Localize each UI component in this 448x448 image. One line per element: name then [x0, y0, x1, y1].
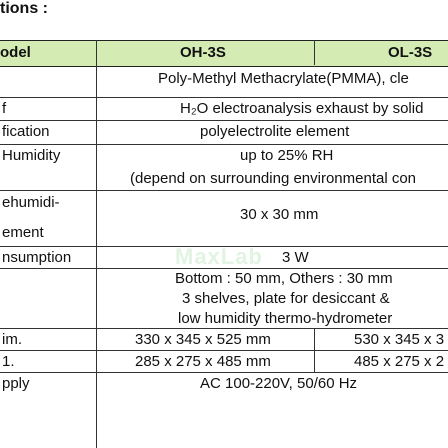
spec-label-line2: ement	[2, 224, 44, 241]
spec-value: 30 x 30 mm	[240, 206, 319, 223]
spec-label: pply	[2, 375, 30, 392]
row-line	[0, 372, 448, 373]
spec-label: 1.	[2, 353, 15, 370]
row-line	[0, 120, 448, 121]
watermark-text: MaxLab	[175, 244, 263, 269]
header-col-oh3s: OH-3S	[180, 44, 226, 61]
spec-value-line2: low humidity thermo-hydrometer	[178, 310, 393, 327]
spec-value: up to 25% RH	[240, 147, 334, 164]
spec-value-oh3s: 285 x 275 x 485 mm	[135, 353, 271, 370]
header-divider	[314, 40, 315, 65]
spec-value-ol3s: 485 x 275 x 2	[354, 353, 445, 370]
header-model-label: odel	[0, 44, 31, 61]
spec-label: f	[2, 100, 7, 117]
spec-value-ol3s: 530 x 345 x 3	[354, 331, 445, 348]
section-heading: tions :	[0, 0, 48, 17]
spec-value-oh3s: 330 x 345 x 525 mm	[135, 331, 271, 348]
row-line	[0, 144, 448, 145]
row-line	[0, 350, 448, 351]
column-divider-label	[96, 40, 97, 448]
spec-value: 3 W	[282, 249, 309, 266]
spec-label: im.	[2, 331, 22, 348]
header-col-ol3s: OL-3S	[388, 44, 433, 61]
spec-label: Humidity	[2, 147, 61, 164]
row-line	[0, 190, 448, 191]
spec-value: polyelectrolite element	[200, 123, 350, 140]
spec-label: fication	[2, 123, 50, 140]
spec-value: (depend on surrounding environmental con	[130, 170, 417, 187]
spec-label: nsumption	[2, 249, 72, 266]
spec-label-line1: ehumidi-	[2, 194, 60, 211]
spec-value: AC 100-220V, 50/60 Hz	[200, 375, 358, 392]
spec-value: Bottom : 50 mm, Others : 30 mm	[175, 270, 393, 287]
spec-value: H₂O electroanalysis exhaust by solid	[180, 100, 424, 117]
row-line	[0, 97, 448, 98]
spec-value-line1: 3 shelves, plate for desiccant &	[182, 290, 390, 307]
spec-value: Poly-Methyl Methacrylate(PMMA), cle	[158, 70, 409, 87]
row-line	[0, 328, 448, 329]
